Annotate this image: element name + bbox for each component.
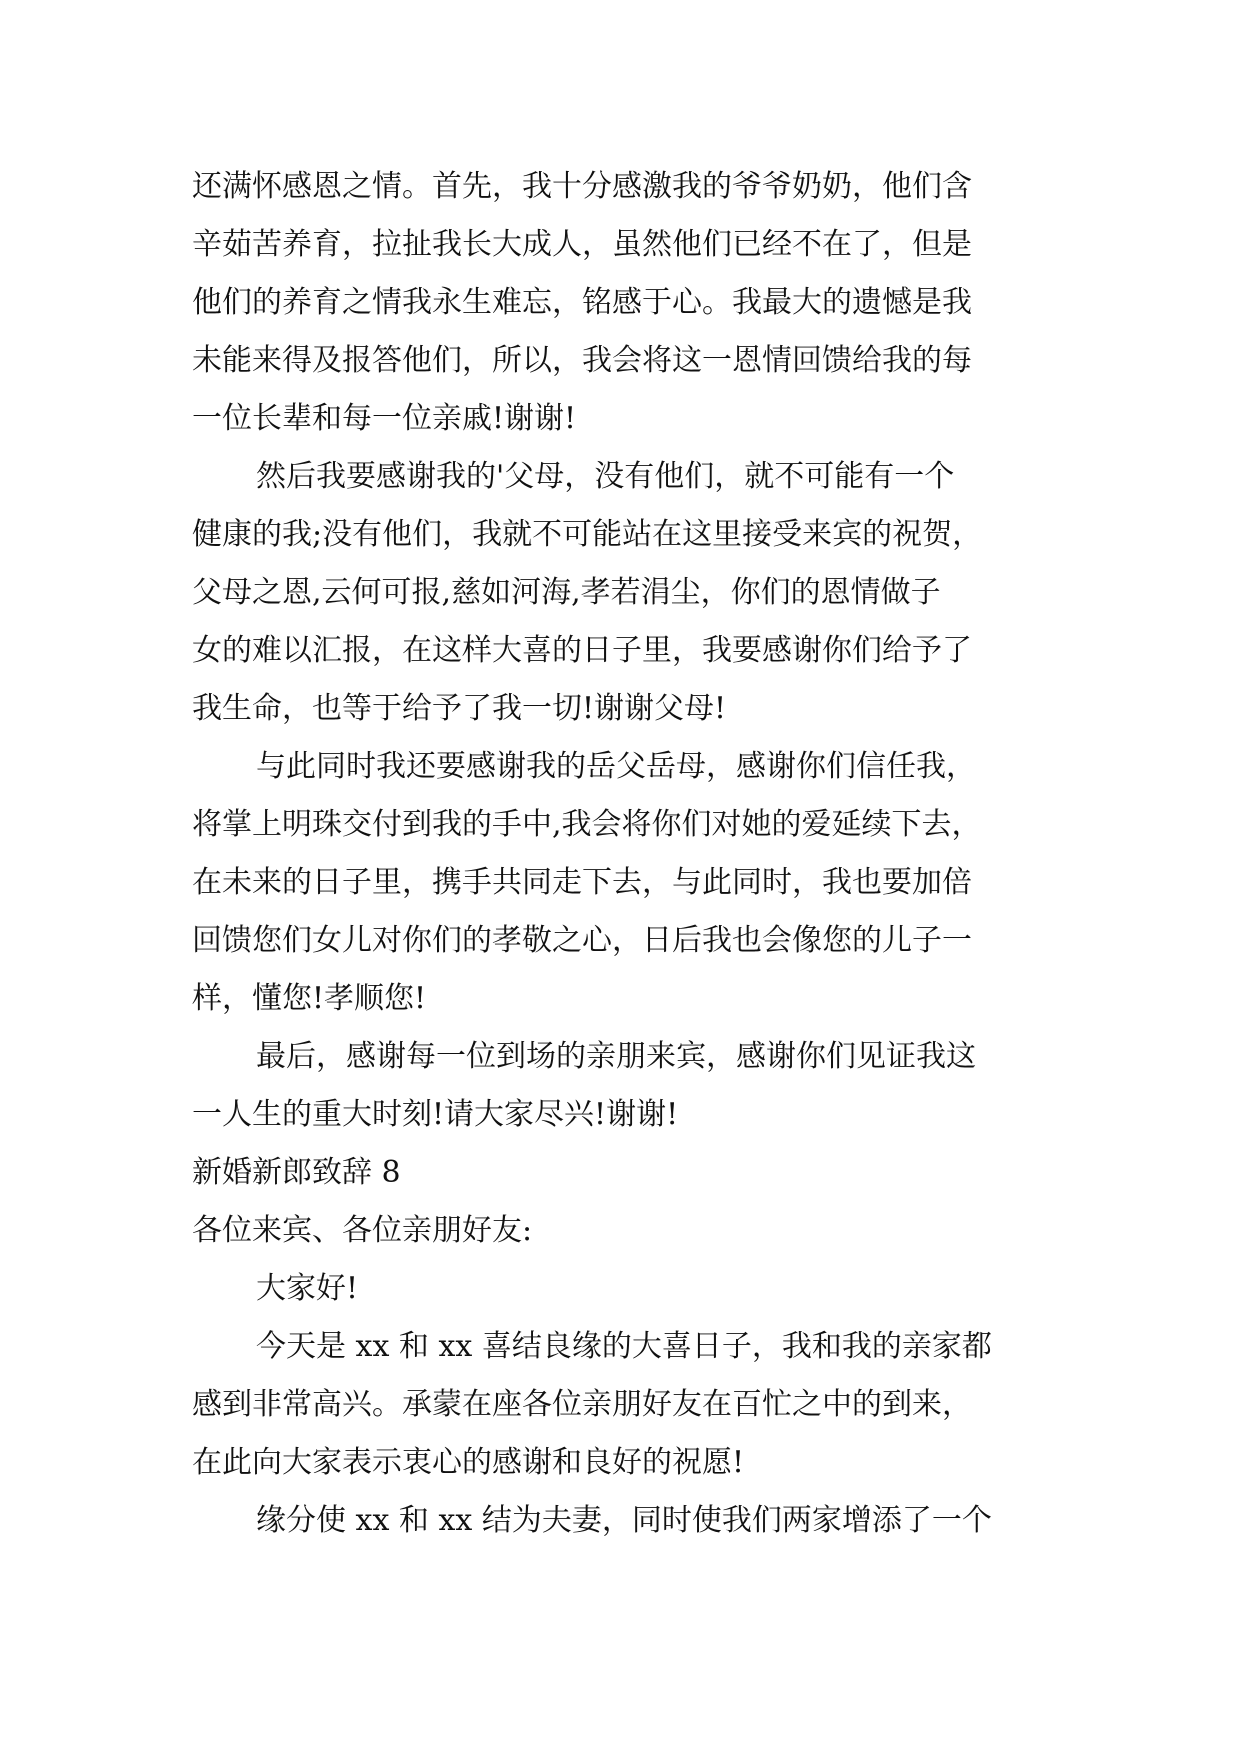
paragraph-line: 一位长辈和每一位亲戚!谢谢! (192, 401, 577, 436)
paragraph-line: 辛茹苦养育，拉扯我长大成人，虽然他们已经不在了，但是 (192, 227, 972, 262)
paragraph-line: 在未来的日子里，携手共同走下去，与此同时，我也要加倍 (192, 865, 972, 900)
paragraph-line: 感到非常高兴。承蒙在座各位亲朋好友在百忙之中的到来， (192, 1387, 972, 1422)
paragraph-line: 父母之恩,云何可报,慈如河海,孝若涓尘，你们的恩情做子 (192, 575, 941, 610)
paragraph-line: 在此向大家表示衷心的感谢和良好的祝愿! (192, 1445, 745, 1480)
paragraph-line: 回馈您们女儿对你们的孝敬之心，日后我也会像您的儿子一 (192, 923, 972, 958)
paragraph-line: 将掌上明珠交付到我的手中,我会将你们对她的爱延续下去， (192, 807, 982, 842)
paragraph-line: 然后我要感谢我的'父母，没有他们，就不可能有一个 (256, 459, 955, 494)
paragraph-line: 样，懂您!孝顺您! (192, 981, 427, 1016)
greeting: 大家好! (256, 1271, 359, 1306)
paragraph-line: 与此同时我还要感谢我的岳父岳母，感谢你们信任我， (256, 749, 976, 784)
paragraph-line: 女的难以汇报，在这样大喜的日子里，我要感谢你们给予了 (192, 633, 972, 668)
paragraph-line: 一人生的重大时刻!请大家尽兴!谢谢! (192, 1097, 679, 1132)
paragraph-line: 未能来得及报答他们，所以，我会将这一恩情回馈给我的每 (192, 343, 972, 378)
paragraph-line: 今天是 xx 和 xx 喜结良缘的大喜日子，我和我的亲家都 (256, 1329, 992, 1364)
paragraph-line: 缘分使 xx 和 xx 结为夫妻，同时使我们两家增添了一个 (256, 1503, 992, 1538)
section-heading: 新婚新郎致辞 8 (192, 1155, 401, 1190)
paragraph-line: 最后，感谢每一位到场的亲朋来宾，感谢你们见证我这 (256, 1039, 976, 1074)
paragraph-line: 还满怀感恩之情。首先，我十分感激我的爷爷奶奶，他们含 (192, 169, 972, 204)
paragraph-line: 我生命，也等于给予了我一切!谢谢父母! (192, 691, 727, 726)
paragraph-line: 他们的养育之情我永生难忘，铭感于心。我最大的遗憾是我 (192, 285, 972, 320)
salutation: 各位来宾、各位亲朋好友: (192, 1213, 533, 1248)
paragraph-line: 健康的我;没有他们，我就不可能站在这里接受来宾的祝贺， (192, 517, 983, 552)
